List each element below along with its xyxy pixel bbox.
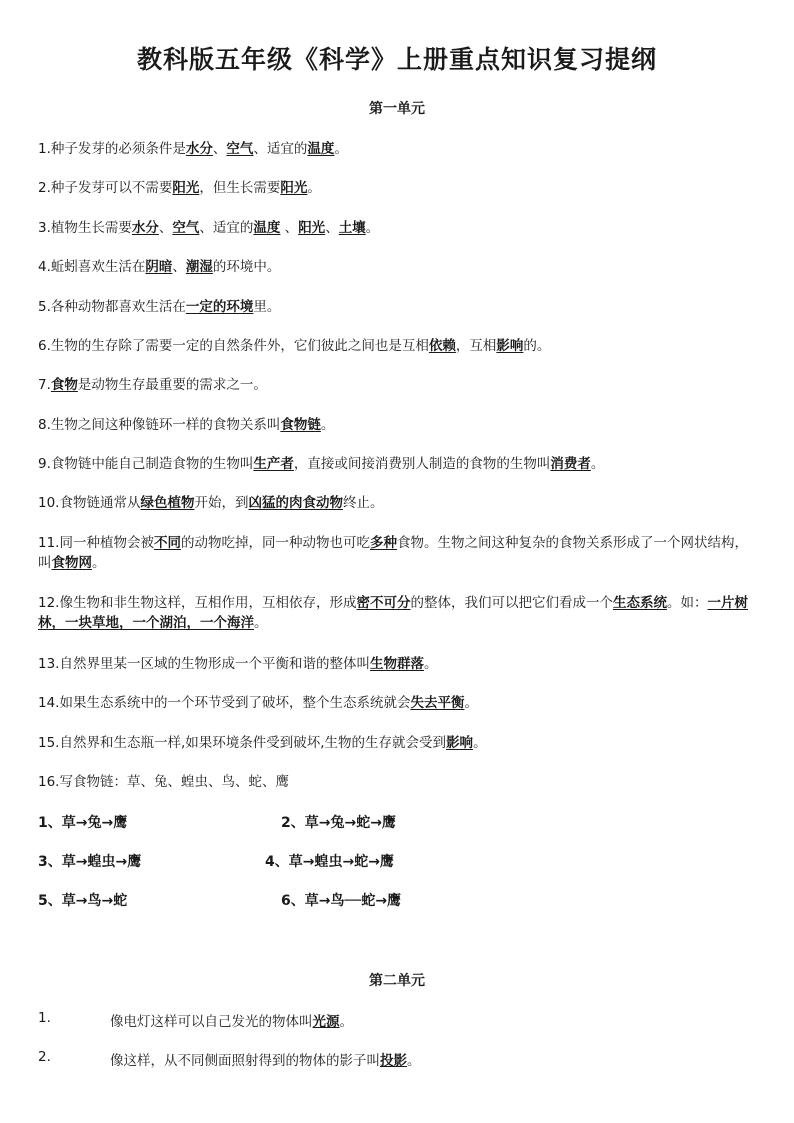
review-item-9 bbox=[38, 454, 758, 474]
item-text: 、 bbox=[212, 141, 227, 157]
item-text: 开始，到 bbox=[194, 495, 249, 511]
item-text: 13.自然界里某一区域的生物形成一个平衡和谐的整体叫 bbox=[38, 656, 370, 672]
review-item-10 bbox=[38, 493, 758, 513]
key-term: 密不可分 bbox=[356, 595, 411, 611]
key-term: 空气 bbox=[172, 220, 200, 236]
item-text: 的动物吃掉，同一种动物也可吃 bbox=[180, 535, 370, 551]
review-item-7 bbox=[38, 375, 758, 395]
item-text: 、 bbox=[172, 259, 186, 275]
item-text: 4.蚯蚓喜欢生活在 bbox=[38, 259, 146, 275]
food-chain-3: 3、草→蝗虫→鹰 bbox=[38, 854, 142, 870]
key-term: 消费者 bbox=[550, 456, 591, 472]
document-title: 教科版五年级《科学》上册重点知识复习提纲 bbox=[136, 45, 657, 74]
key-term: 食物 bbox=[50, 377, 78, 393]
food-chain-1: 1、草→兔→鹰 bbox=[38, 815, 128, 831]
item-text: 的环境中。 bbox=[212, 259, 281, 275]
item-text: 。 bbox=[92, 555, 106, 571]
key-term: 光源 bbox=[312, 1014, 340, 1030]
item-text: 、适宜的 bbox=[199, 220, 254, 236]
unit1-heading: 第一单元 bbox=[369, 101, 425, 117]
key-term: 影响 bbox=[446, 735, 474, 751]
review-item-14 bbox=[38, 693, 758, 713]
item-text: 5.各种动物都喜欢生活在 bbox=[38, 299, 186, 315]
key-term: 影响 bbox=[496, 338, 524, 354]
food-chain-2: 2、草→兔→蛇→鹰 bbox=[281, 815, 396, 831]
key-term: 生物群落 bbox=[369, 656, 424, 672]
item-text: 14.如果生态系统中的一个环节受到了破坏，整个生态系统就会 bbox=[38, 695, 411, 711]
key-term: 一定的环境 bbox=[185, 299, 254, 315]
key-term: 绿色植物 bbox=[140, 495, 195, 511]
item-text: 6.生物的生存除了需要一定的自然条件外，它们彼此之间也是互相 bbox=[38, 338, 429, 354]
key-term: 潮湿 bbox=[185, 259, 213, 275]
review-item-12 bbox=[38, 593, 758, 633]
item-text: 是动物生存最重要的需求之一。 bbox=[77, 377, 267, 393]
key-term: 一片树林，一块草地，一个湖泊，一个海洋 bbox=[38, 595, 748, 631]
unit2-item-2 bbox=[110, 1049, 421, 1069]
item-text: 、 bbox=[325, 220, 339, 236]
key-term: 阴暗 bbox=[145, 259, 173, 275]
item-text: 的。 bbox=[523, 338, 551, 354]
key-term: 食物链 bbox=[280, 417, 321, 433]
review-item-4 bbox=[38, 257, 758, 277]
review-item-6 bbox=[38, 336, 758, 356]
item-text: 2.种子发芽可以不需要 bbox=[38, 180, 173, 196]
key-term: 多种 bbox=[369, 535, 397, 551]
item-text: 。 bbox=[423, 656, 438, 672]
key-term: 阳光 bbox=[298, 220, 326, 236]
item-text: 9.食物链中能自己制造食物的生物叫 bbox=[38, 456, 254, 472]
item-text: 。 bbox=[407, 1053, 421, 1069]
key-term: 不同 bbox=[153, 535, 181, 551]
review-item-13 bbox=[38, 654, 758, 674]
key-term: 空气 bbox=[226, 141, 254, 157]
review-item-11 bbox=[38, 533, 758, 573]
key-term: 投影 bbox=[380, 1053, 407, 1069]
item-text: 食物。生物之间这种复杂的食物关系形成了一个网状结构，叫 bbox=[38, 535, 748, 571]
key-term: 阳光 bbox=[280, 180, 308, 196]
item-text: 的整体，我们可以把它们看成一个 bbox=[410, 595, 613, 611]
item-text: 。 bbox=[307, 180, 321, 196]
item-text: 像这样，从不同侧面照射得到的物体的影子叫 bbox=[110, 1053, 380, 1069]
food-chain-4: 4、草→蝗虫→蛇→鹰 bbox=[265, 854, 394, 870]
item-text: 。 bbox=[254, 615, 268, 631]
item-text: 。 bbox=[365, 220, 380, 236]
item-text: 。如： bbox=[666, 595, 708, 611]
review-item-3 bbox=[38, 218, 758, 238]
item-text: 1.种子发芽的必须条件是 bbox=[38, 141, 186, 157]
key-term: 凶猛的肉食动物 bbox=[248, 495, 343, 511]
key-term: 土壤 bbox=[338, 220, 366, 236]
item-text: 里。 bbox=[253, 299, 281, 315]
unit2-item-1 bbox=[110, 1010, 353, 1030]
review-item-15 bbox=[38, 733, 758, 753]
food-chain-6: 6、草→鸟──蛇→鹰 bbox=[281, 893, 402, 909]
review-item-16 bbox=[38, 772, 758, 792]
item-text: 。 bbox=[334, 141, 348, 157]
unit2-item-number: 1. bbox=[38, 1010, 51, 1026]
item-text: 、适宜的 bbox=[253, 141, 308, 157]
food-chain-5: 5、草→鸟→蛇 bbox=[38, 893, 128, 909]
item-text: ，直接或间接消费别人制造的食物的生物叫 bbox=[293, 456, 551, 472]
item-text: 。 bbox=[473, 735, 487, 751]
review-item-5 bbox=[38, 297, 758, 317]
key-term: 依赖 bbox=[428, 338, 456, 354]
item-text: 像电灯这样可以自己发光的物体叫 bbox=[110, 1014, 313, 1030]
key-term: 温度 bbox=[307, 141, 335, 157]
item-text: 16.写食物链：草、兔、蝗虫、鸟、蛇、鹰 bbox=[38, 774, 289, 790]
item-text: 7. bbox=[38, 377, 51, 393]
key-term: 水分 bbox=[185, 141, 213, 157]
key-term: 水分 bbox=[131, 220, 159, 236]
item-text: 12.像生物和非生物这样，互相作用，互相依存，形成 bbox=[38, 595, 357, 611]
unit2-heading: 第二单元 bbox=[369, 973, 425, 989]
review-item-2 bbox=[38, 178, 758, 198]
item-text: 10.食物链通常从 bbox=[38, 495, 141, 511]
key-term: 阳光 bbox=[172, 180, 200, 196]
item-text: 终止。 bbox=[342, 495, 384, 511]
item-text: 。 bbox=[339, 1014, 353, 1030]
item-text: 。 bbox=[590, 456, 605, 472]
review-item-1 bbox=[38, 139, 758, 159]
review-item-8 bbox=[38, 415, 758, 435]
item-text: 、 bbox=[158, 220, 173, 236]
key-term: 生态系统 bbox=[612, 595, 667, 611]
item-text: 3.植物生长需要 bbox=[38, 220, 132, 236]
item-text: ，互相 bbox=[455, 338, 497, 354]
item-text: 8.生物之间这种像链环一样的食物关系叫 bbox=[38, 417, 281, 433]
key-term: 温度 bbox=[253, 220, 281, 236]
item-text: 15.自然界和生态瓶一样,如果环境条件受到破坏,生物的生存就会受到 bbox=[38, 735, 447, 751]
item-text: ，但生长需要 bbox=[199, 180, 281, 196]
item-text: 。 bbox=[320, 417, 335, 433]
key-term: 生产者 bbox=[253, 456, 294, 472]
key-term: 食物网 bbox=[51, 555, 92, 571]
item-text: 、 bbox=[280, 220, 299, 236]
item-text: 11.同一种植物会被 bbox=[38, 535, 154, 551]
key-term: 失去平衡 bbox=[410, 695, 465, 711]
item-text: 。 bbox=[464, 695, 478, 711]
unit2-item-number: 2. bbox=[38, 1049, 51, 1065]
